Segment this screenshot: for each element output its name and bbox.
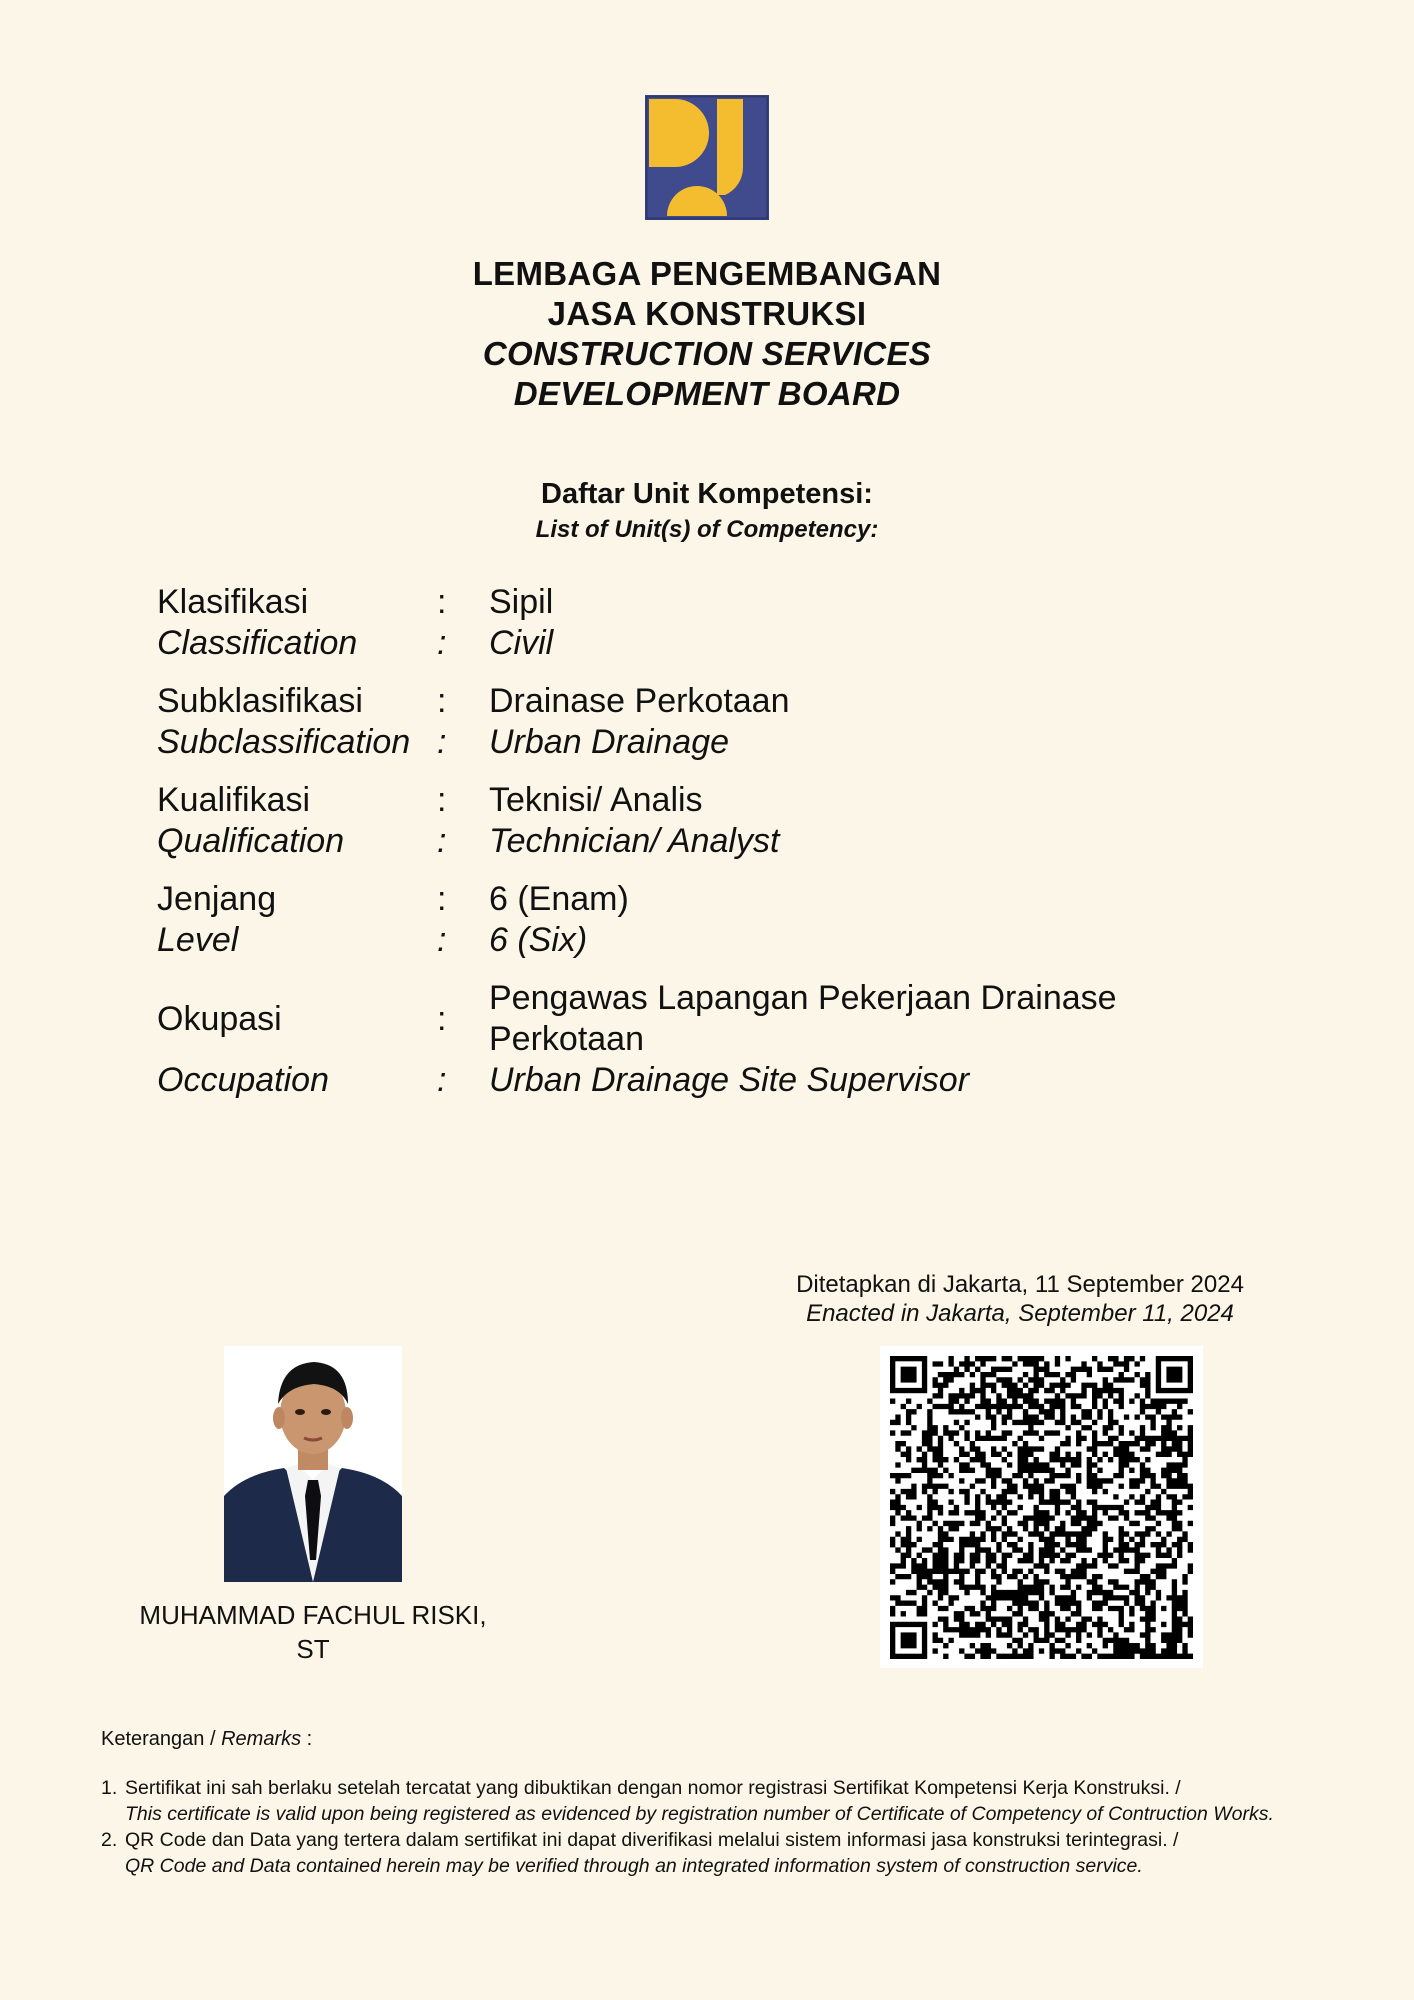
organization-header xyxy=(357,254,1057,414)
competency-fields xyxy=(157,582,1277,1118)
field-classification xyxy=(157,582,1277,664)
org-name-line2: JASA KONSTRUKSI xyxy=(547,295,867,332)
colon: : xyxy=(437,624,447,662)
remark-text-en: QR Code and Data contained herein may be verified through an integrated information system of construction service. xyxy=(125,1855,1143,1877)
qr-code-icon xyxy=(880,1346,1203,1668)
value-occupation-id-line2: Perkotaan xyxy=(489,1020,644,1058)
colon: : xyxy=(437,781,447,819)
org-name-line1: LEMBAGA PENGEMBANGAN xyxy=(472,255,942,292)
remark-number: 2. xyxy=(101,1829,118,1851)
holder-name xyxy=(100,1598,526,1666)
label-qualification-id: Kualifikasi xyxy=(157,781,311,819)
colon: : xyxy=(437,682,447,720)
enacted-en: Enacted in Jakarta, September 11, 2024 xyxy=(806,1300,1234,1327)
remark-text-id: QR Code dan Data yang tertera dalam sertifikat ini dapat diverifikasi melalui sistem informasi jasa konstruksi terintegrasi. / xyxy=(125,1829,1179,1851)
label-level-en: Level xyxy=(157,921,239,959)
colon: : xyxy=(437,999,447,1038)
value-qualification-id: Teknisi/ Analis xyxy=(489,781,703,819)
org-name-en-line1: CONSTRUCTION SERVICES xyxy=(482,335,932,372)
field-qualification xyxy=(157,780,1277,862)
value-classification-en: Civil xyxy=(489,624,554,662)
enacted-statement xyxy=(760,1270,1280,1328)
holder-name-line1: MUHAMMAD FACHUL RISKI, xyxy=(139,1600,487,1630)
title-id: Daftar Unit Kompetensi: xyxy=(541,478,873,510)
value-classification-id: Sipil xyxy=(489,583,554,621)
label-subclassification-id: Subklasifikasi xyxy=(157,682,363,720)
remarks-title-en: Remarks xyxy=(221,1728,302,1750)
remark-item xyxy=(101,1827,1331,1879)
holder-photo-icon xyxy=(224,1346,402,1582)
holder-name-line2: ST xyxy=(296,1634,330,1664)
pu-logo-icon xyxy=(645,95,769,220)
value-qualification-en: Technician/ Analyst xyxy=(489,822,780,860)
value-level-id: 6 (Enam) xyxy=(489,880,629,918)
remark-text-en: This certificate is valid upon being registered as evidenced by registration number of Certificate of Competency of Contruction Works. xyxy=(125,1803,1274,1825)
title-en: List of Unit(s) of Competency: xyxy=(535,516,879,543)
remark-text-id: Sertifikat ini sah berlaku setelah tercatat yang dibuktikan dengan nomor registrasi Sertifikat Kompetensi Kerja Konstruksi. / xyxy=(125,1777,1181,1799)
colon: : xyxy=(437,880,447,918)
label-occupation-en: Occupation xyxy=(157,1061,329,1099)
field-occupation xyxy=(157,978,1277,1101)
value-occupation-id-line1: Pengawas Lapangan Pekerjaan Drainase xyxy=(489,979,1117,1017)
colon: : xyxy=(437,921,447,959)
remarks-title-suffix: : xyxy=(301,1728,313,1750)
colon: : xyxy=(437,723,447,761)
field-level xyxy=(157,879,1277,961)
org-name-en-line2: DEVELOPMENT BOARD xyxy=(513,375,901,412)
colon: : xyxy=(437,822,447,860)
competency-list-title xyxy=(357,474,1057,546)
remark-item xyxy=(101,1775,1331,1827)
label-subclassification-en: Subclassification xyxy=(157,723,411,761)
field-subclassification xyxy=(157,681,1277,763)
remark-number: 1. xyxy=(101,1777,118,1799)
value-occupation-en: Urban Drainage Site Supervisor xyxy=(489,1061,970,1099)
remarks-title-id: Keterangan / xyxy=(101,1728,222,1750)
colon: : xyxy=(437,583,447,621)
colon: : xyxy=(437,1061,447,1099)
remarks-title xyxy=(101,1728,312,1751)
label-occupation-id: Okupasi xyxy=(157,999,282,1038)
remarks-list xyxy=(101,1775,1331,1879)
label-classification-en: Classification xyxy=(157,624,358,662)
verification-qr-code[interactable] xyxy=(880,1346,1203,1668)
enacted-id: Ditetapkan di Jakarta, 11 September 2024 xyxy=(796,1271,1244,1298)
value-level-en: 6 (Six) xyxy=(489,921,588,959)
value-subclassification-id: Drainase Perkotaan xyxy=(489,682,790,720)
label-qualification-en: Qualification xyxy=(157,822,345,860)
label-level-id: Jenjang xyxy=(157,880,277,918)
value-subclassification-en: Urban Drainage xyxy=(489,723,730,761)
value-occupation-id xyxy=(489,978,1277,1060)
label-classification-id: Klasifikasi xyxy=(157,583,309,621)
